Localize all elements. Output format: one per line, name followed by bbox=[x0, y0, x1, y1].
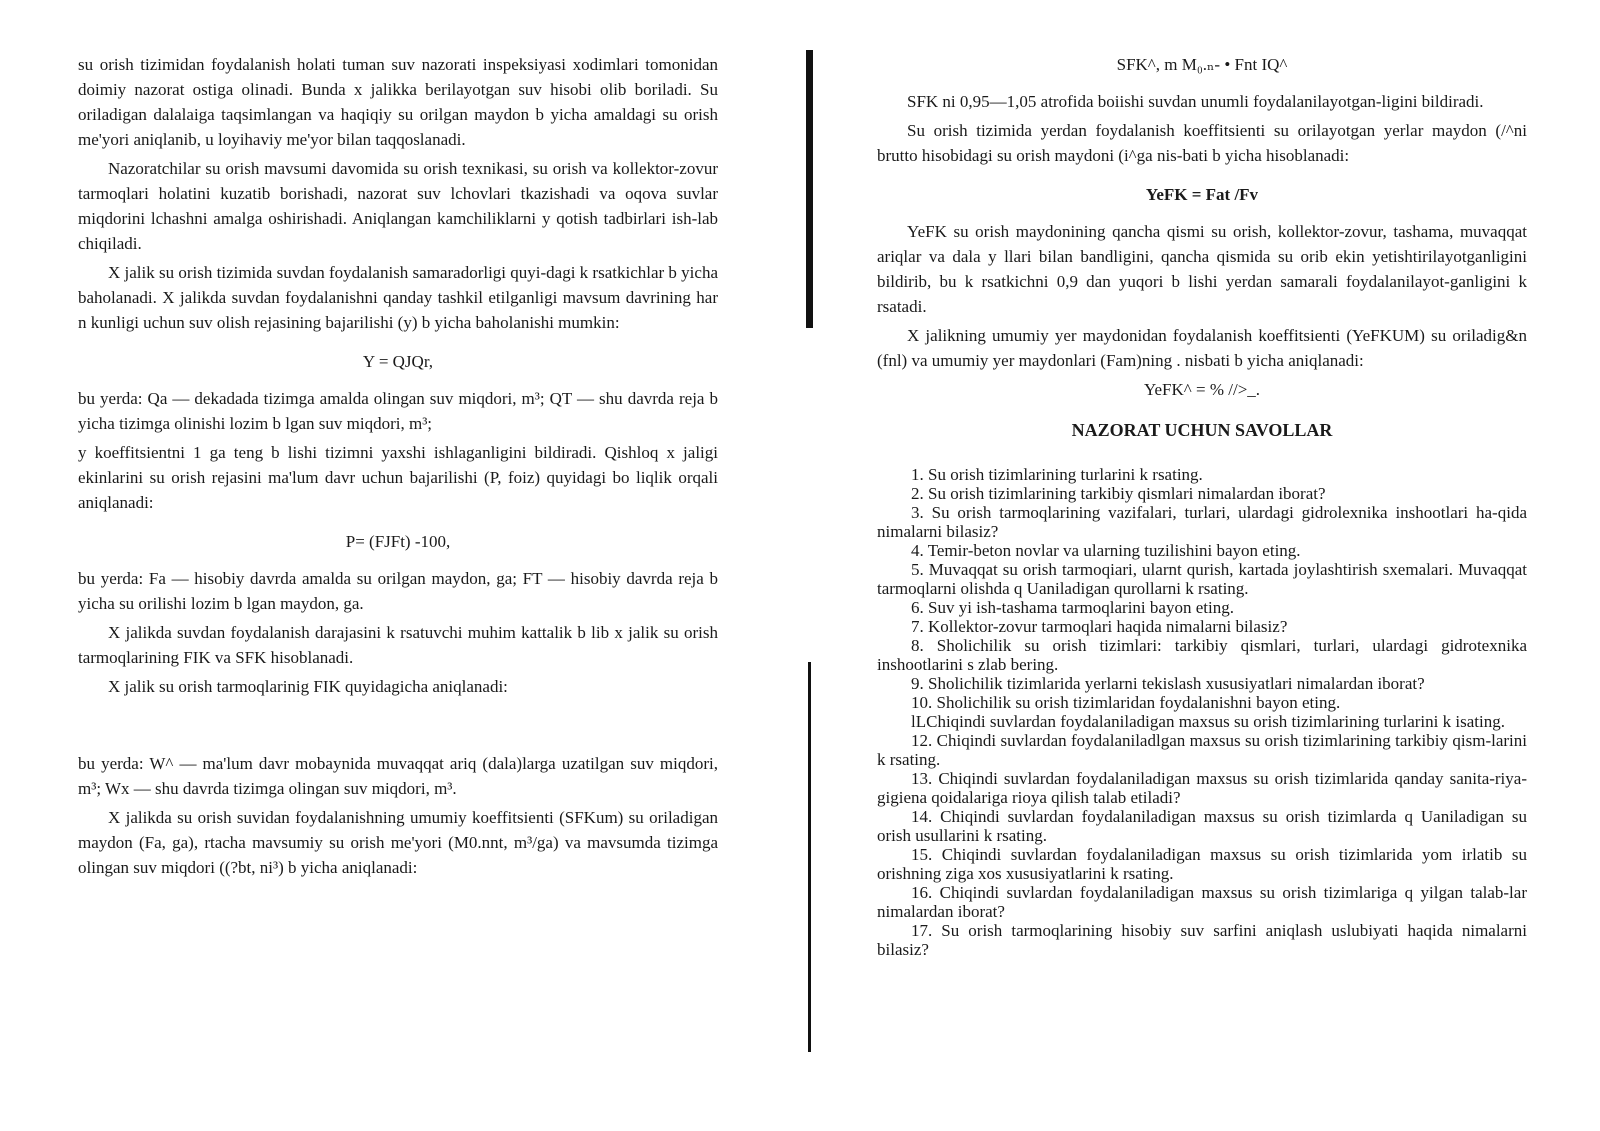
column-divider-top bbox=[806, 50, 813, 328]
paragraph: X jalikda suvdan foydalanish darajasini k rsatuvchi muhim kattalik b lib x jalik su orish tarmoqlarining FIK va SFK hisoblanadi. bbox=[78, 623, 718, 667]
paragraph: bu yerda: Qa — dekadada tizimga amalda olingan suv miqdori, m³; QT — shu davrda reja b yicha tizimga olinishi lozim b lgan suv miqdori, m³; bbox=[78, 389, 718, 433]
formula: SFK^, m M₀.ₙ- • Fnt IQ^ bbox=[1116, 55, 1288, 74]
formula: YeFK = Fat /Fv bbox=[1145, 185, 1259, 204]
list-item: 15. Chiqindi suvlardan foydalaniladigan maxsus su orish tizimlarida yom irlatib su orishning ziga xos xususiyatlarini k rsating. bbox=[877, 845, 1527, 883]
list-item: 6. Suv yi ish-tashama tarmoqlarini bayon eting. bbox=[911, 598, 1234, 617]
paragraph: y koeffitsientni 1 ga teng b lishi tizimni yaxshi ishlaganligini bildiradi. Qishloq x jaligi ekinlarini su orish rejasini ma'lum davr uchun bajarilishi (P, foiz) quyidagi bo liqlik orqali aniqlanadi: bbox=[78, 443, 718, 512]
list-item: 2. Su orish tizimlarining tarkibiy qismlari nimalardan iborat? bbox=[911, 484, 1326, 503]
list-item: 1. Su orish tizimlarining turlarini k rsating. bbox=[911, 465, 1203, 484]
formula: YeFK^ = % //>_. bbox=[1143, 380, 1261, 399]
list-item: lLChiqindi suvlardan foydalaniladigan maxsus su orish tizimlarining turlarini k isating. bbox=[911, 712, 1505, 731]
paragraph: Nazoratchilar su orish mavsumi davomida su orish texnikasi, su orish va kollektor-zovur tarmoqlari holatini kuzatib borishadi, nazorat suv lchovlari tkazishadi va oqova suvlar miqdorini lchashni amalga oshirishadi. Aniqlangan kamchiliklarni y qotish tadbirlari ish-lab chiqiladi. bbox=[78, 159, 718, 253]
paragraph: X jalik su orish tizimida suvdan foydalanish samaradorligi quyi-dagi k rsatkichlar b yicha baholanadi. X jalikda suvdan foydalanishni qanday tashkil etilganligi mavsum davrining har n kunligi uchun suv olish rejasining bajarilishi (y) b yicha baholanishi mumkin: bbox=[78, 263, 718, 332]
paragraph: X jalikning umumiy yer maydonidan foydalanish koeffitsienti (YeFKUM) su oriladig&n (fnl) va umumiy yer maydonlari (Fam)ning . nisbati b yicha aniqlanadi: bbox=[877, 326, 1527, 370]
formula-placeholder bbox=[78, 703, 718, 751]
list-item: 9. Sholichilik tizimlarida yerlarni tekislash xususiyatlari nimalardan iborat? bbox=[911, 674, 1425, 693]
paragraph: Su orish tizimida yerdan foydalanish koeffitsienti su orilayotgan yerlar maydon (/^ni brutto hisobidagi su orish maydoni (i^ga nis-bati b yicha hisoblanadi: bbox=[877, 121, 1527, 165]
paragraph: X jalik su orish tarmoqlarinig FIK quyidagicha aniqlanadi: bbox=[108, 677, 508, 696]
formula: Y = QJQr, bbox=[362, 352, 434, 371]
section-heading: NAZORAT UCHUN SAVOLLAR bbox=[1071, 420, 1333, 440]
list-item: 13. Chiqindi suvlardan foydalaniladigan maxsus su orish tizimlarida qanday sanita-riya-gigiena qoidalariga rioya qilish talab etiladi? bbox=[877, 769, 1527, 807]
list-item: 12. Chiqindi suvlardan foydalaniladlgan maxsus su orish tizimlarining tarkibiy qism-larini k rsating. bbox=[877, 731, 1527, 769]
list-item: 4. Temir-beton novlar va ularning tuzilishini bayon eting. bbox=[911, 541, 1301, 560]
list-item: 3. Su orish tarmoqlarining vazifalari, turlari, ulardagi gidrolexnika inshootlari ha-qida nimalarni bilasiz? bbox=[877, 503, 1527, 541]
list-item: 5. Muvaqqat su orish tarmoqiari, ularnt qurish, kartada joylashtirish sxemalari. Muvaqqat tarmoqlarni olishda q Uaniladigan qurollarni k rsating. bbox=[877, 560, 1527, 598]
column-divider-bottom bbox=[808, 662, 811, 1052]
formula: P= (FJFt) -100, bbox=[345, 532, 451, 551]
questions-list bbox=[877, 465, 1527, 959]
paragraph: X jalikda su orish suvidan foydalanishning umumiy koeffitsienti (SFKum) su oriladigan maydon (Fa, ga), rtacha mavsumiy su orish me'yori (M0.nnt, m³/ga) va mavsumda tizimga olingan suv miqdori ((?bt, ni³) b yicha aniqlanadi: bbox=[78, 808, 718, 877]
list-item: 7. Kollektor-zovur tarmoqlari haqida nimalarni bilasiz? bbox=[911, 617, 1288, 636]
list-item: 8. Sholichilik su orish tizimlari: tarkibiy qismlari, turlari, ulardagi gidrotexnika inshootlarini s zlab bering. bbox=[877, 636, 1527, 674]
list-item: 16. Chiqindi suvlardan foydalaniladigan maxsus su orish tizimlariga q yilgan talab-lar nimalardan iborat? bbox=[877, 883, 1527, 921]
list-item: 17. Su orish tarmoqlarining hisobiy suv sarfini aniqlash uslubiyati haqida nimalarni bilasiz? bbox=[877, 921, 1527, 959]
paragraph: bu yerda: Fa — hisobiy davrda amalda su orilgan maydon, ga; FT — hisobiy davrda reja b yicha su orilishi lozim b lgan maydon, ga. bbox=[78, 569, 718, 613]
paragraph: SFK ni 0,95—1,05 atrofida boiishi suvdan unumli foydalanilayotgan-ligini bildiradi. bbox=[907, 92, 1484, 111]
list-item: 14. Chiqindi suvlardan foydalaniladigan maxsus su orish tizimlarda q Uaniladigan su orish usullarini k rsating. bbox=[877, 807, 1527, 845]
list-item: 10. Sholichilik su orish tizimlaridan foydalanishni bayon eting. bbox=[911, 693, 1341, 712]
right-column bbox=[877, 52, 1527, 959]
left-column bbox=[78, 52, 718, 884]
paragraph: YeFK su orish maydonining qancha qismi su orish, kollektor-zovur, tashama, muvaqqat ariqlar va dala y llari bilan bandligini, qancha qismida su orib ekin yetishtirilayotganligini bildirib, bu k rsatkichni 0,9 dan yuqori b lishi yerdan samarali foydalanilayot-ganligini k rsatadi. bbox=[877, 222, 1527, 316]
paragraph: bu yerda: W^ — ma'lum davr mobaynida muvaqqat ariq (dala)larga uzatilgan suv miqdori, m³; Wx — shu davrda tizimga olingan suv miqdori, m³. bbox=[78, 754, 718, 798]
paragraph: su orish tizimidan foydalanish holati tuman suv nazorati inspeksiyasi xodimlari tomonidan doimiy nazorat ostiga olinadi. Bunda x jalikka berilayotgan suv hisobi olib boriladi. Su oriladigan dalalaiga taqsimlangan va haqiqiy su orilgan maydon b yicha amaldagi su orish me'yori aniqlanib, u loyihaviy me'yor bilan taqqoslanadi. bbox=[78, 55, 718, 149]
